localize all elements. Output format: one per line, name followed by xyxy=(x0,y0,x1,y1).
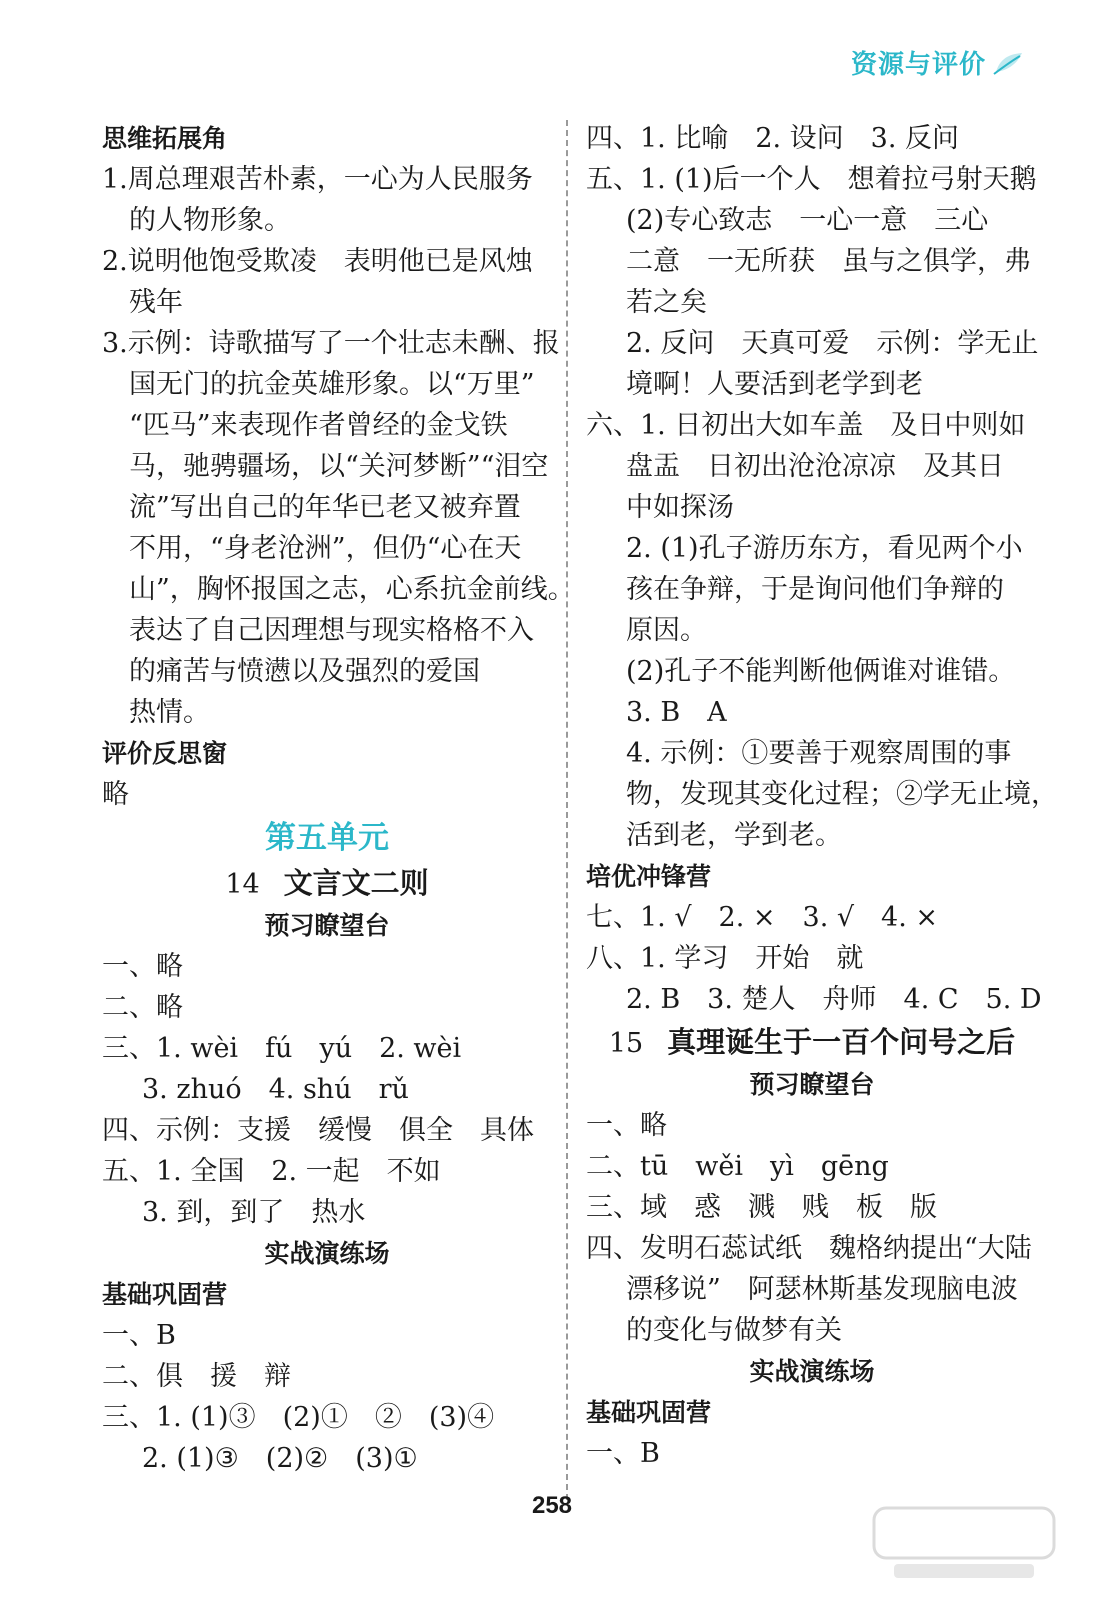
answer-line: 的痛苦与愤懑以及强烈的爱国 xyxy=(129,656,480,687)
lesson-title xyxy=(586,1020,1038,1064)
answer-line: 一、B xyxy=(102,1320,176,1351)
answer-line: 四、发明石蕊试纸 魏格纳提出“大陆 xyxy=(586,1233,1032,1264)
answer-line: 六、1. 日初出大如车盖 及日中则如 xyxy=(586,410,1026,441)
answer-line: 国无门的抗金英雄形象。以“万里” xyxy=(129,369,535,400)
answer-line: 四、1. 比喻 2. 设问 3. 反问 xyxy=(586,123,960,154)
answer-line: 孩在争辩，于是询问他们争辩的 xyxy=(626,574,1004,605)
answer-line: 3.示例：诗歌描写了一个壮志未酬、报 xyxy=(102,328,560,359)
answer-line: 四、示例：支援 缓慢 俱全 具体 xyxy=(102,1115,534,1146)
section-heading: 思维拓展角 xyxy=(102,124,228,153)
answer-line: 漂移说” 阿瑟林斯基发现脑电波 xyxy=(626,1274,1018,1305)
answer-line: 二、俱 援 辩 xyxy=(102,1361,291,1392)
answer-line: 三、1. (1)③ (2)① ② (3)④ xyxy=(102,1402,495,1433)
unit-title: 第五单元 xyxy=(265,820,389,856)
answer-line: 若之矣 xyxy=(626,287,707,318)
answer-line: 2. 反问 天真可爱 示例：学无止 xyxy=(626,328,1039,359)
section-heading: 基础巩固营 xyxy=(586,1398,712,1427)
answer-line: (2)专心致志 一心一意 三心 xyxy=(626,205,989,236)
subsection-heading: 预习瞭望台 xyxy=(264,911,390,940)
answer-line: 的变化与做梦有关 xyxy=(626,1315,842,1346)
answer-line: 热情。 xyxy=(129,697,210,728)
lesson-name: 真理诞生于一百个问号之后 xyxy=(667,1025,1016,1059)
answer-line: 中如探汤 xyxy=(626,492,734,523)
watermark-logo xyxy=(864,1500,1064,1590)
answer-line: 残年 xyxy=(129,287,183,318)
right-column xyxy=(586,118,1058,1474)
leaf-icon xyxy=(992,50,1026,76)
answer-line: “匹马”来表现作者曾经的金戈铁 xyxy=(129,410,508,441)
answer-line: 流”写出自己的年华已老又被弃置 xyxy=(129,492,521,523)
section-heading: 培优冲锋营 xyxy=(586,862,712,891)
header-brand xyxy=(851,44,1026,81)
answer-line: 二、tū wěi yì gēng xyxy=(586,1151,889,1182)
answer-line: 3. B A xyxy=(626,697,727,728)
answer-line: 略 xyxy=(102,779,129,810)
lesson-title xyxy=(102,861,552,905)
answer-line: 一、略 xyxy=(586,1110,667,1141)
section-heading: 基础巩固营 xyxy=(102,1280,228,1309)
answer-line: 马，驰骋疆场，以“关河梦断”“泪空 xyxy=(129,451,549,482)
lesson-number: 14 xyxy=(225,869,260,900)
answer-line: 2. (1)孔子游历东方，看见两个小 xyxy=(626,533,1023,564)
brand-text: 资源与评价 xyxy=(850,50,986,80)
answer-line: 2.说明他饱受欺凌 表明他已是风烛 xyxy=(102,246,533,277)
subsection-heading: 实战演练场 xyxy=(264,1239,390,1268)
section-heading: 评价反思窗 xyxy=(102,739,228,768)
answer-line: 的人物形象。 xyxy=(129,205,291,236)
answer-line: 2. B 3. 楚人 舟师 4. C 5. D xyxy=(626,984,1042,1015)
lesson-name: 文言文二则 xyxy=(283,866,429,900)
answer-line: 盘盂 日初出沧沧凉凉 及其日 xyxy=(626,451,1004,482)
answer-line: 二、略 xyxy=(102,992,183,1023)
subsection-heading: 实战演练场 xyxy=(749,1357,875,1386)
answer-line: 七、1. √ 2. × 3. √ 4. × xyxy=(586,902,939,933)
answer-line: 活到老，学到老。 xyxy=(626,820,842,851)
answer-line: 不用，“身老沧洲”，但仍“心在天 xyxy=(129,533,522,564)
answer-line: 三、域 惑 溅 贱 板 版 xyxy=(586,1192,937,1223)
answer-line: 2. (1)③ (2)② (3)① xyxy=(142,1443,418,1474)
answer-line: 原因。 xyxy=(626,615,707,646)
answer-line: 五、1. (1)后一个人 想着拉弓射天鹅 xyxy=(586,164,1037,195)
answer-line: 山”，胸怀报国之志，心系抗金前线。 xyxy=(129,574,575,605)
answer-line: 物，发现其变化过程；②学无止境， xyxy=(626,779,1058,810)
answer-line: 二意 一无所获 虽与之俱学，弗 xyxy=(626,246,1031,277)
subsection-heading: 预习瞭望台 xyxy=(749,1070,875,1099)
answer-line: 4. 示例：①要善于观察周围的事 xyxy=(626,738,1012,769)
page-number: 258 xyxy=(531,1492,573,1519)
left-column xyxy=(102,118,575,1479)
answer-line: 3. zhuó 4. shú rǔ xyxy=(142,1074,409,1105)
lesson-number: 15 xyxy=(608,1028,644,1059)
column-divider xyxy=(566,120,568,1500)
answer-line: 表达了自己因理想与现实格格不入 xyxy=(129,615,534,646)
answer-line: 1.周总理艰苦朴素，一心为人民服务 xyxy=(102,164,533,195)
answer-line: 三、1. wèi fú yú 2. wèi xyxy=(102,1033,462,1064)
answer-line: 3. 到，到了 热水 xyxy=(142,1197,366,1228)
answer-line: 境啊！人要活到老学到老 xyxy=(626,369,923,400)
answer-line: 一、B xyxy=(586,1438,660,1469)
answer-line: 八、1. 学习 开始 就 xyxy=(586,943,864,974)
answer-line: 一、略 xyxy=(102,951,183,982)
answer-line: (2)孔子不能判断他俩谁对谁错。 xyxy=(626,656,1016,687)
answer-line: 五、1. 全国 2. 一起 不如 xyxy=(102,1156,441,1187)
